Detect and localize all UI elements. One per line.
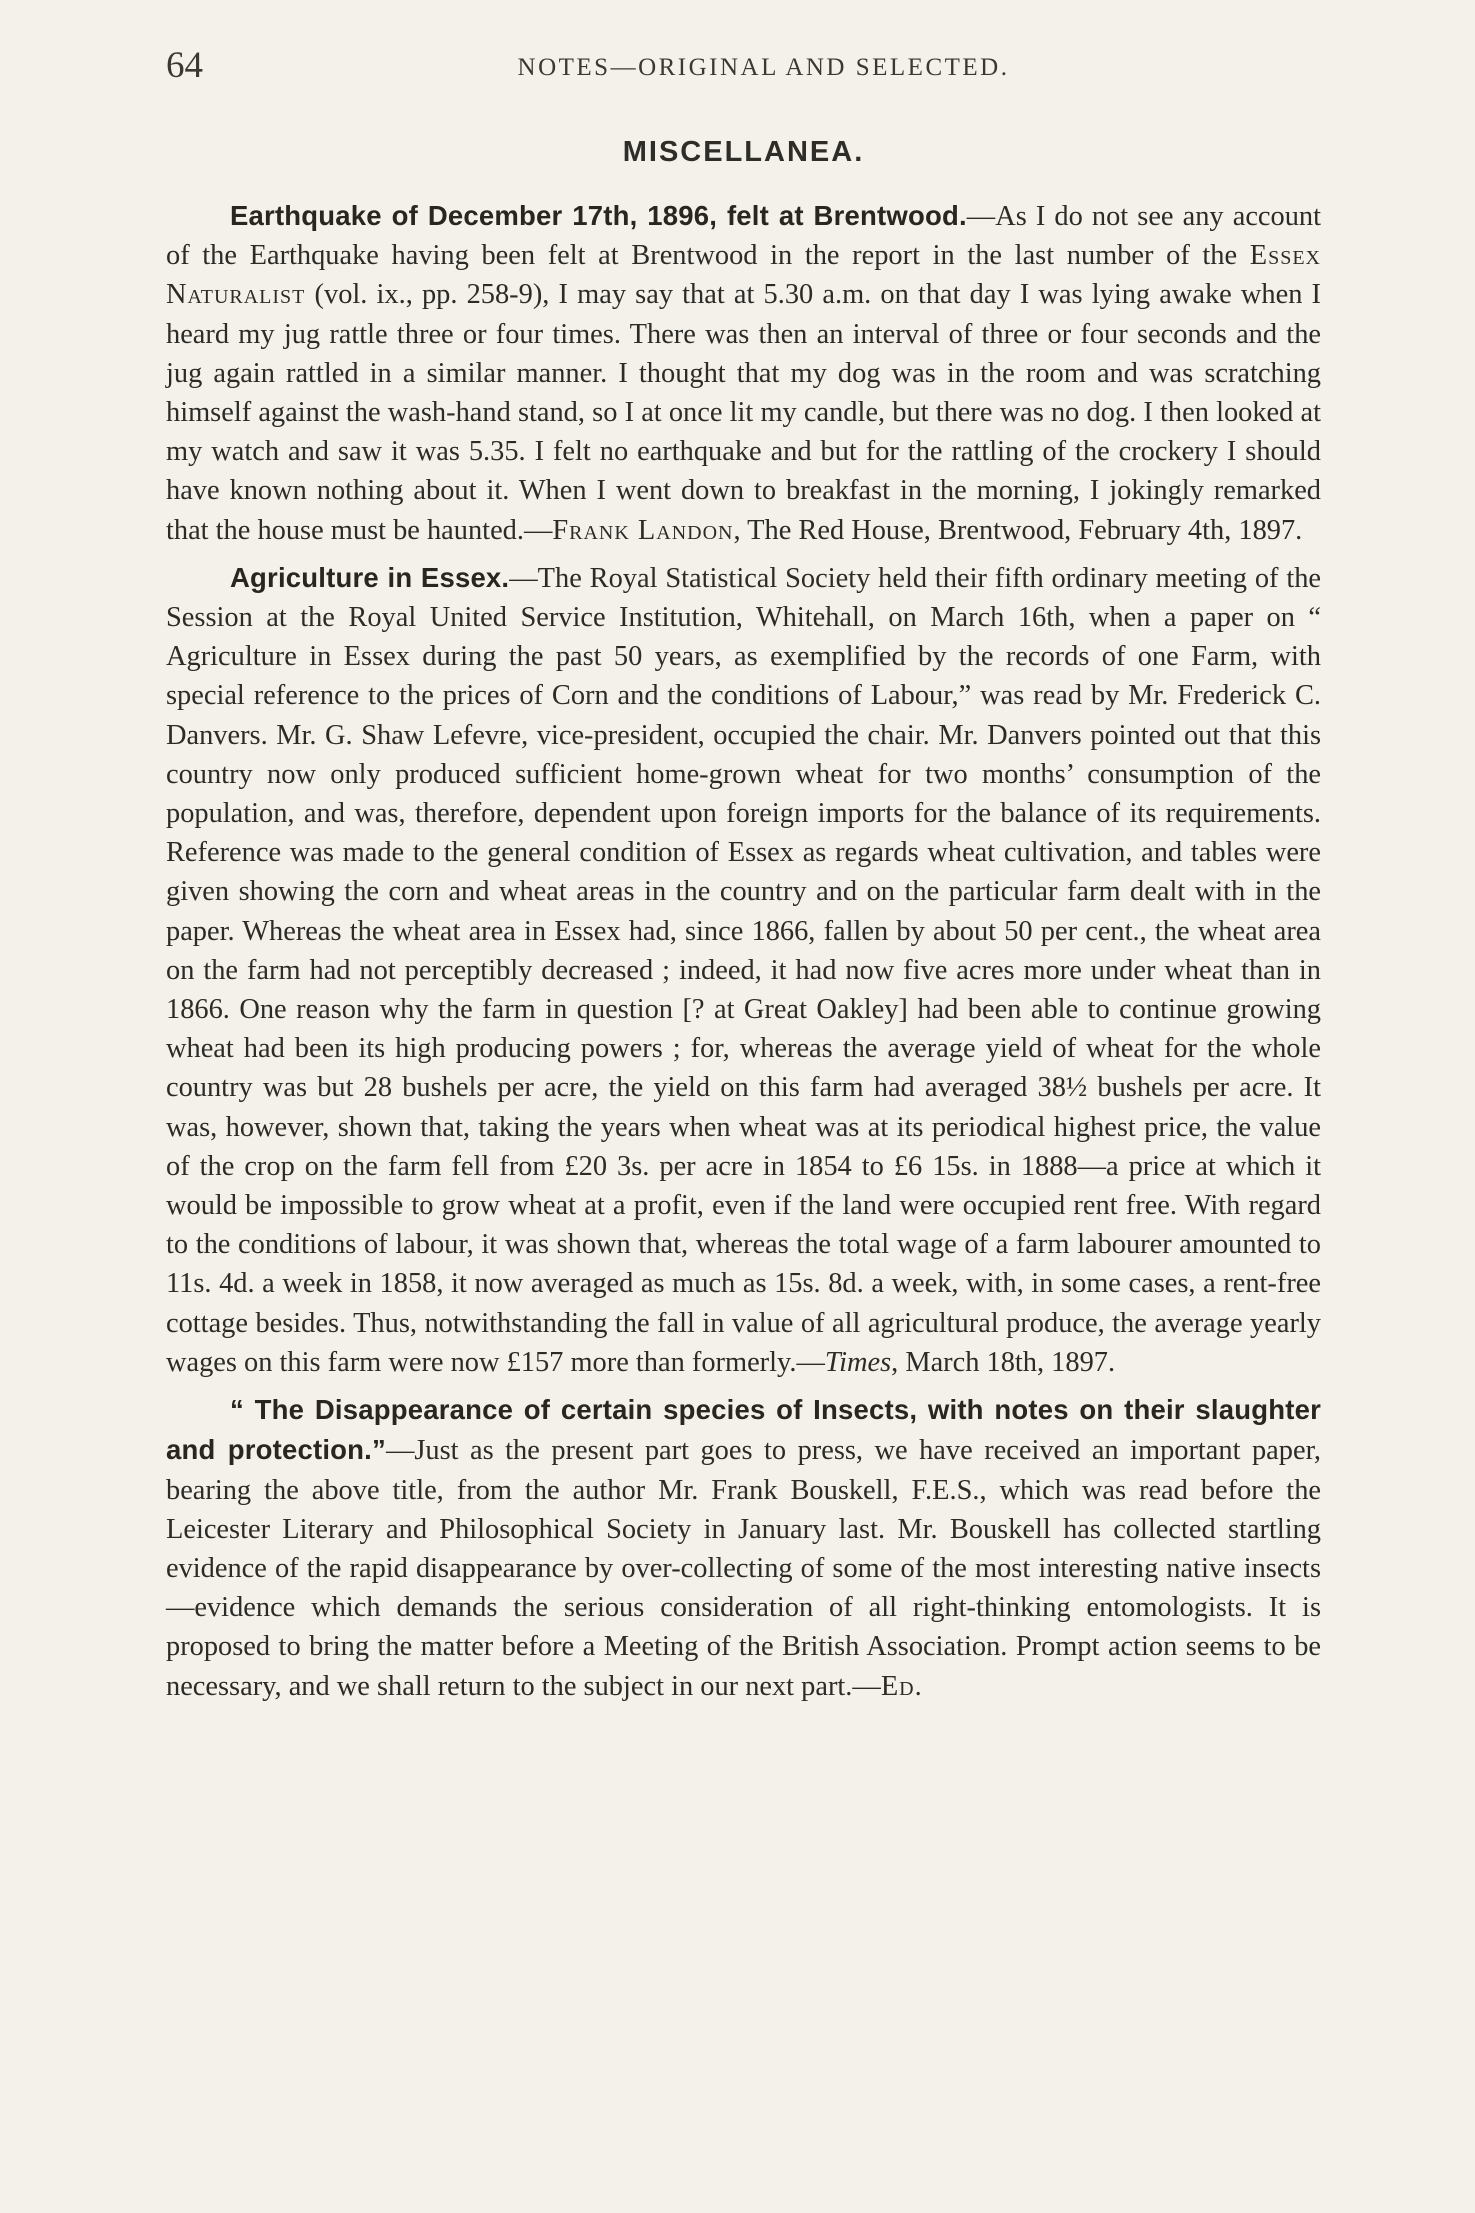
- article-text: —The Royal Statistical Society held their fifth ordinary meeting of the Session at the Royal United Service Institution, Whitehall, on March 16th, when a paper on “ Agriculture in Essex during the past 50 years, as exemplified by the records of one Farm, with special reference to the prices of Corn and the conditions of Labour,” was read by Mr. Frederick C. Danvers. Mr. G. Shaw Lefevre, vice-president, occupied the chair. Mr. Danvers pointed out that this country now only produced sufficient home-grown wheat for two months’ consumption of the population, and was, therefore, dependent upon foreign imports for the balance of its requirements. Reference was made to the general condition of Essex as regards wheat cultivation, and tables were given showing the corn and wheat areas in the country and on the particular farm dealt with in the paper. Whereas the wheat area in Essex had, since 1866, fallen by about 50 per cent., the wheat area on the farm had not perceptibly decreased ; indeed, it had now five acres more under wheat than in 1866. One reason why the farm in question [? at Great Oakley] had been able to continue growing wheat had been its high producing powers ; for, whereas the average yield of wheat for the whole country was but 28 bushels per acre, the yield on this farm had averaged 38½ bushels per acre. It was, however, shown that, taking the years when wheat was at its periodical highest price, the value of the crop on the farm fell from £20 3s. per acre in 1854 to £6 15s. in 1888—a price at which it would be impossible to grow wheat at a profit, even if the land were occupied rent free. With regard to the conditions of labour, it was shown that, whereas the total wage of a farm labourer amounted to 11s. 4d. a week in 1858, it now averaged as much as 15s. 8d. a week, with, in some cases, a rent-free cottage besides. Thus, notwithstanding the fall in value of all agricultural produce, the average yearly wages on this farm were now £157 more than formerly.—: [166, 562, 1322, 1378]
- section-title: MISCELLANEA.: [622, 136, 865, 168]
- article-agriculture: [166, 558, 1321, 1382]
- article-insects: [166, 1390, 1321, 1706]
- source-name: Times: [824, 1346, 892, 1378]
- journal-name: Essex Naturalist: [166, 240, 1321, 311]
- article-heading: Agriculture in Essex.: [230, 561, 510, 593]
- article-heading: “ The Disappearance of certain species of Insects, with notes on their slaughter and protection.”: [166, 1394, 1321, 1466]
- running-title: NOTES—ORIGINAL AND SELECTED.: [517, 54, 1010, 81]
- article-earthquake: [166, 196, 1321, 550]
- article-text: , March 18th, 1897.: [891, 1346, 1116, 1378]
- editor-signature: Ed.: [880, 1670, 923, 1702]
- article-text: (vol. ix., pp. 258-9), I may say that at 5.30 a.m. on that day I was lying awake when I heard my jug rattle three or four times. There was then an interval of three or four seconds and the jug again rattled in a similar manner. I thought that my dog was in the room and was scratching himself against the wash-hand stand, so I at once lit my candle, but there was no dog. I then looked at my watch and saw it was 5.35. I felt no earthquake and but for the rattling of the crockery I should have known nothing about it. When I went down to breakfast in the morning, I jokingly remarked that the house must be haunted.—: [166, 279, 1321, 546]
- article-heading: Earthquake of December 17th, 1896, felt at Brentwood.: [230, 200, 967, 231]
- page-number: 64: [166, 45, 203, 86]
- body-text: [166, 196, 1321, 1714]
- running-head: [166, 44, 1321, 94]
- article-text: , The Red House, Brentwood, February 4th, 1897.: [733, 514, 1303, 546]
- article-text: —As I do not see any account of the Earthquake having been felt at Brentwood in the report in the last number of the: [166, 201, 1322, 272]
- article-text: —Just as the present part goes to press, we have received an important paper, bearing the above title, from the author Mr. Frank Bouskell, F.E.S., which was read before the Leicester Literary and Philosophical Society in January last. Mr. Bouskell has collected startling evidence of the rapid disappearance by over-collecting of some of the most interesting native insects—evidence which demands the serious consideration of all right-thinking entomologists. It is proposed to bring the matter before a Meeting of the British Association. Prompt action seems to be necessary, and we shall return to the subject in our next part.—: [166, 1435, 1321, 1702]
- author-name: Frank Landon: [552, 514, 734, 546]
